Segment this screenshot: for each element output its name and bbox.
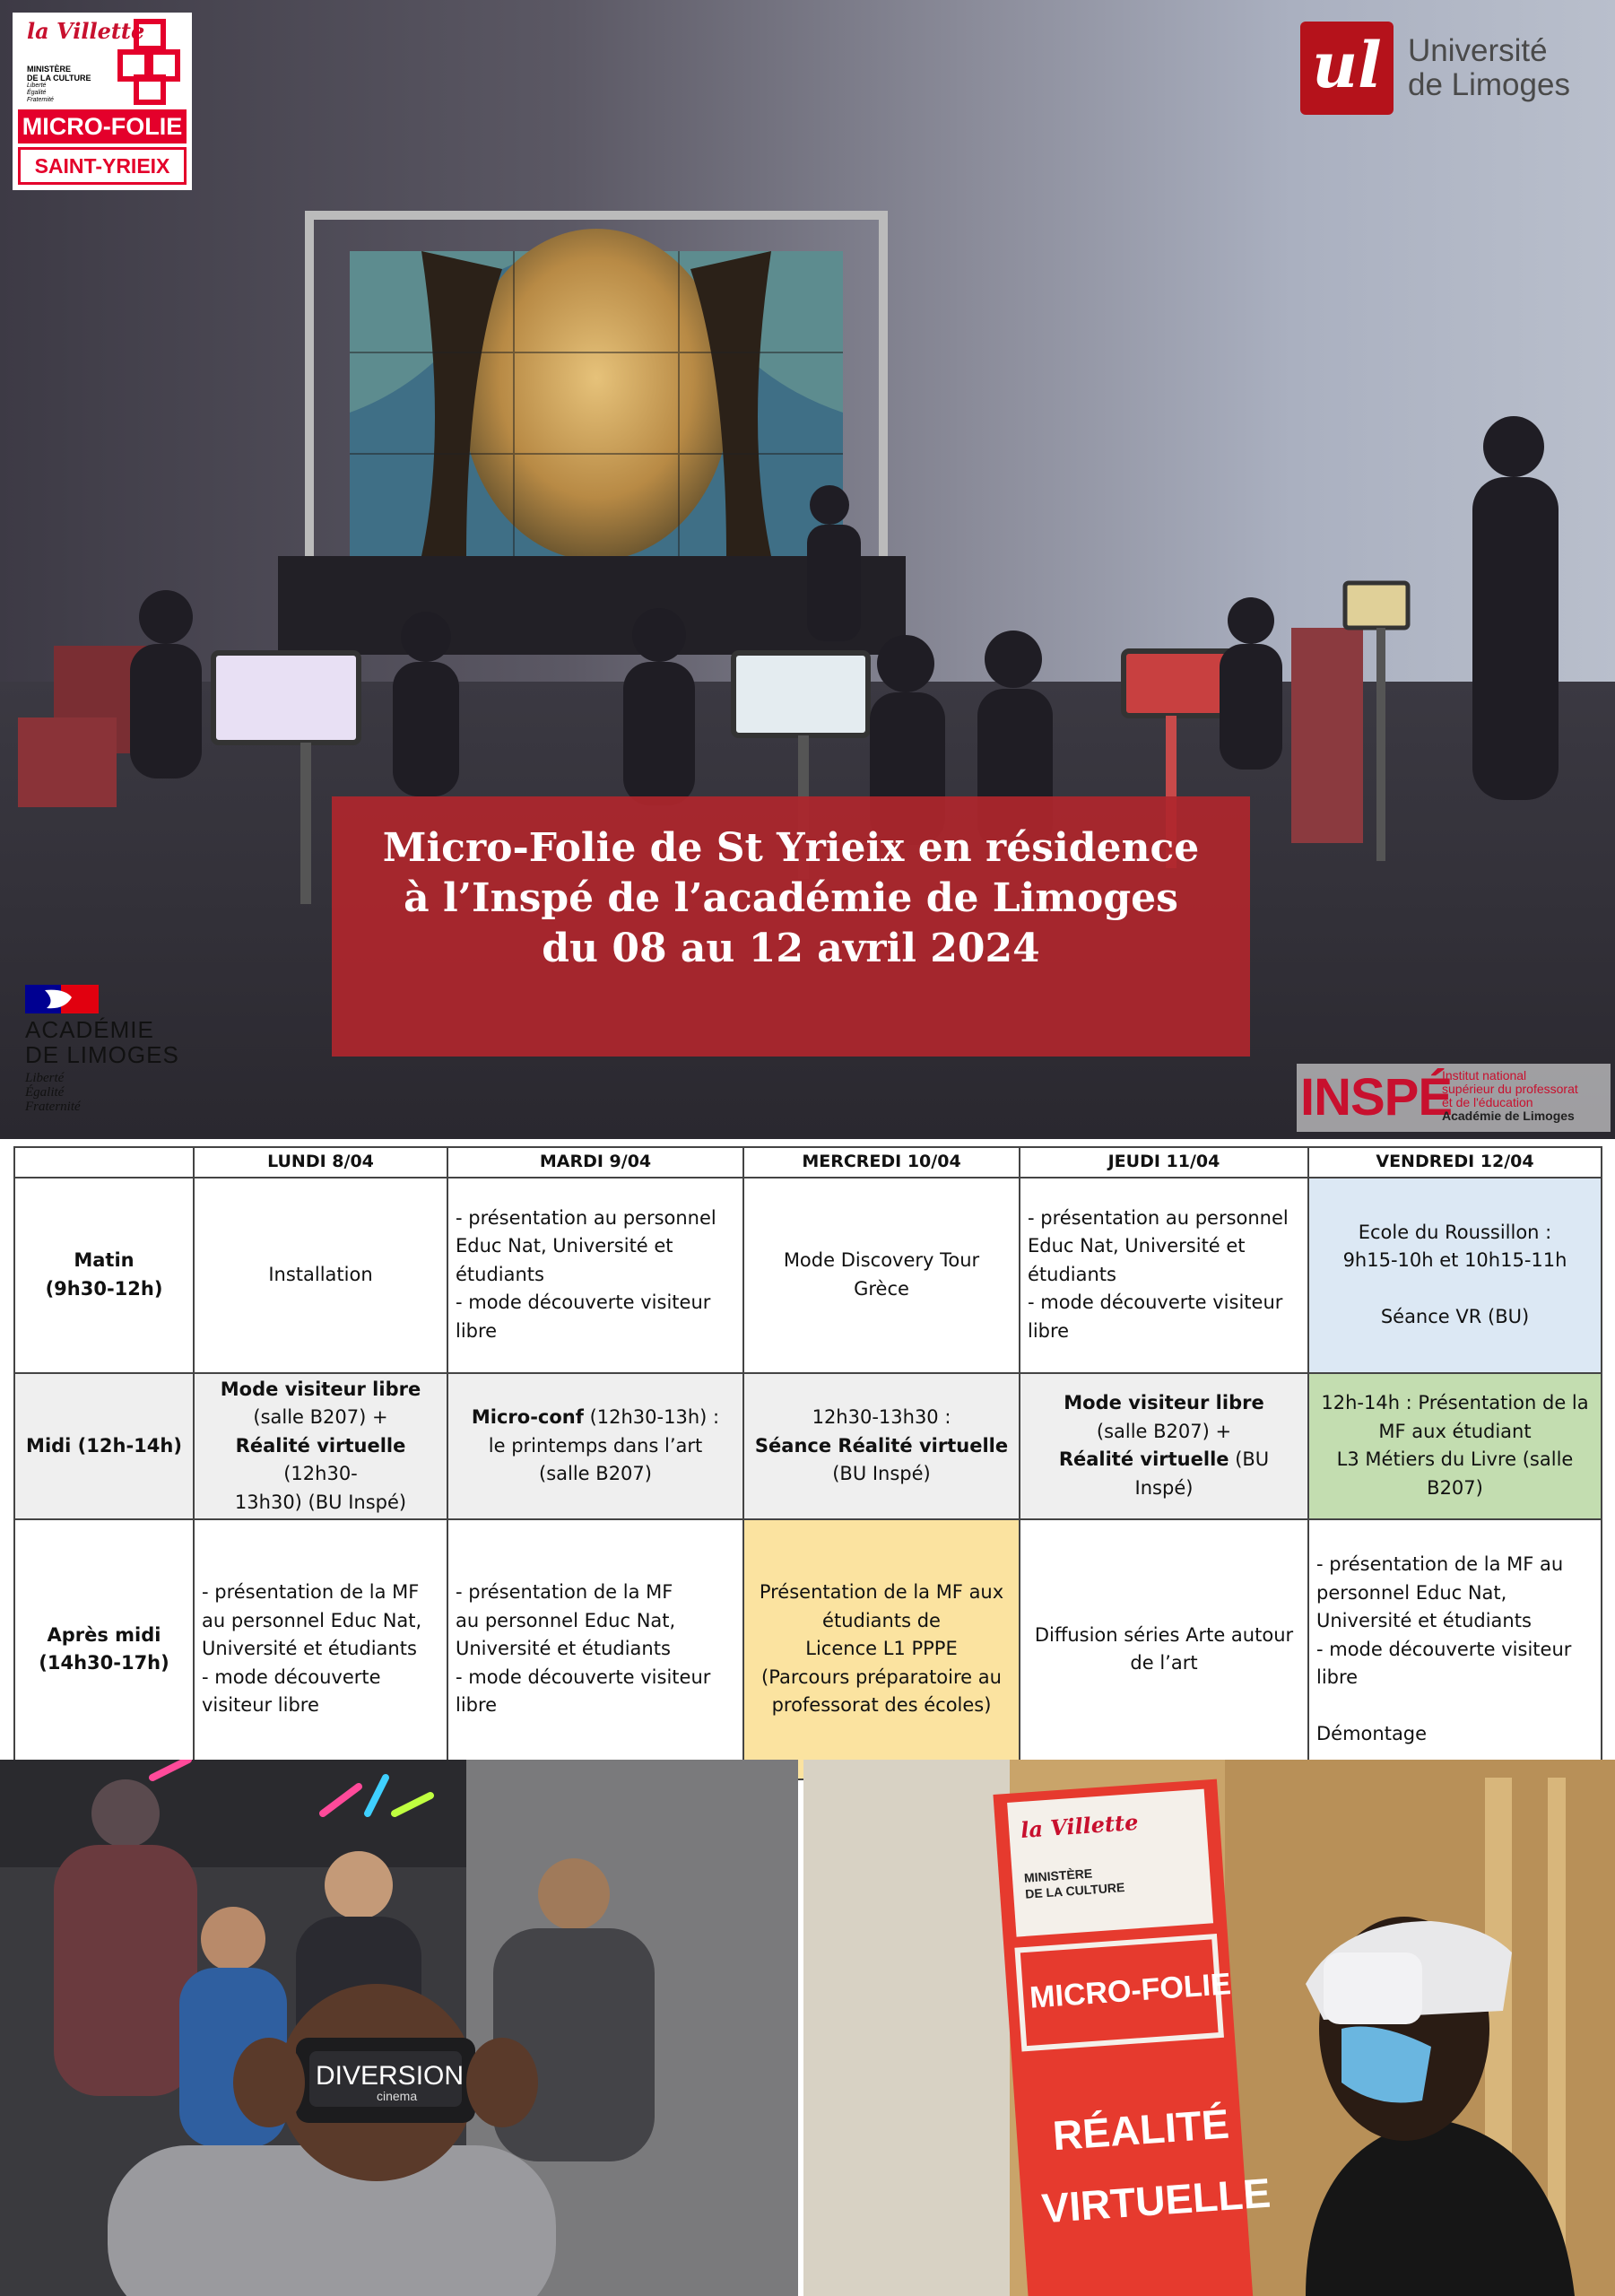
cell-fri-noon bbox=[1308, 1373, 1602, 1520]
cell-line: au personnel Educ Nat, bbox=[456, 1609, 676, 1631]
cell-line: personnel Educ Nat, bbox=[1316, 1581, 1507, 1604]
cell-line: au personnel Educ Nat, bbox=[202, 1609, 422, 1631]
cell-line: de l’art bbox=[1130, 1652, 1198, 1674]
cubes-icon bbox=[100, 16, 187, 106]
cell-text: (12h30- bbox=[283, 1463, 358, 1484]
ministere-line: MINISTÈRE bbox=[27, 65, 72, 74]
cell-line: libre bbox=[456, 1694, 498, 1717]
cell-line: - présentation de la MF bbox=[456, 1581, 673, 1604]
slot-label-line: Après midi bbox=[47, 1623, 161, 1646]
cell-line: Ecole du Roussillon : bbox=[1358, 1221, 1552, 1243]
cell-line: - mode découverte visiteur bbox=[456, 1292, 711, 1314]
sign-villette-text: la Villette bbox=[1020, 1808, 1140, 1843]
cell-line: 9h15-10h et 10h15-11h bbox=[1342, 1249, 1567, 1272]
slot-label-line: Midi (12h-14h) bbox=[26, 1434, 182, 1457]
cell-line: libre bbox=[1316, 1666, 1359, 1688]
academie-line: DE LIMOGES bbox=[25, 1041, 179, 1068]
cell-line: - présentation au personnel bbox=[1028, 1206, 1289, 1229]
cell-line: Licence L1 PPPE bbox=[805, 1638, 958, 1660]
bold-text: Séance Réalité virtuelle bbox=[754, 1434, 1009, 1457]
cell-line: - présentation de la MF bbox=[202, 1581, 420, 1604]
cell-tue-noon bbox=[447, 1373, 743, 1520]
slot-label bbox=[14, 1373, 194, 1520]
inspe-wordmark: INSPÉ bbox=[1300, 1068, 1453, 1126]
cell-line: Université et étudiants bbox=[456, 1638, 671, 1660]
marianne-flag-icon bbox=[25, 985, 99, 1013]
cell-line: 12h-14h : Présentation de la bbox=[1321, 1392, 1589, 1414]
slot-label bbox=[14, 1178, 194, 1373]
sign-title-text: MICRO-FOLIE bbox=[1029, 1967, 1232, 2015]
cell-fri-afternoon bbox=[1308, 1519, 1602, 1779]
realite-virtuelle-photo bbox=[803, 1760, 1615, 2296]
banner-line-3: du 08 au 12 avril 2024 bbox=[542, 926, 1040, 971]
slot-label-line: (9h30-12h) bbox=[45, 1277, 163, 1300]
sign-line1-text: RÉALITÉ bbox=[1051, 2100, 1231, 2160]
cell-line: étudiants bbox=[456, 1263, 544, 1285]
bold-text: Réalité virtuelle bbox=[235, 1434, 406, 1457]
cell-line: (salle B207) + bbox=[253, 1406, 388, 1428]
cell-wed-afternoon bbox=[743, 1519, 1020, 1779]
cell-line: - mode découverte visiteur bbox=[1316, 1638, 1572, 1660]
cell-line: Educ Nat, Université et bbox=[456, 1235, 673, 1257]
table-row-morning bbox=[14, 1178, 1602, 1373]
vr-headset-illustration bbox=[0, 1760, 798, 2296]
banner-line-1: Micro-Folie de St Yrieix en résidence bbox=[382, 825, 1200, 871]
universite-line: de Limoges bbox=[1408, 67, 1570, 102]
cell-line: étudiants bbox=[1028, 1263, 1116, 1285]
cell-line: Démontage bbox=[1316, 1722, 1428, 1744]
cell-text: (12h30-13h) : bbox=[583, 1406, 720, 1428]
ul-monogram-icon: ul bbox=[1300, 22, 1394, 115]
cell-line: libre bbox=[1028, 1319, 1070, 1342]
bold-text: Micro-conf bbox=[471, 1406, 584, 1428]
sign-line2-text: VIRTUELLE bbox=[1039, 2169, 1272, 2232]
day-header: MERCREDI 10/04 bbox=[743, 1147, 1020, 1178]
cell-line: - présentation de la MF au bbox=[1316, 1553, 1564, 1575]
ministere-line: DE LA CULTURE bbox=[27, 74, 91, 83]
motto-line: Égalité bbox=[27, 90, 47, 96]
cell-thu-morning bbox=[1020, 1178, 1308, 1373]
saint-yrieix-label: SAINT-YRIEIX bbox=[18, 147, 187, 185]
day-header: LUNDI 8/04 bbox=[194, 1147, 447, 1178]
schedule-table bbox=[13, 1146, 1602, 1780]
motto-line: Liberté bbox=[25, 1071, 65, 1085]
cell-text: (BU Inspé) bbox=[1134, 1448, 1270, 1499]
cell-fri-morning bbox=[1308, 1178, 1602, 1373]
inspe-line: Institut national bbox=[1442, 1068, 1527, 1083]
cell-line: - mode découverte visiteur bbox=[456, 1665, 711, 1688]
cell-line: libre bbox=[456, 1319, 498, 1342]
motto-line: Fraternité bbox=[25, 1100, 81, 1114]
motto-line: Égalité bbox=[25, 1085, 65, 1100]
cell-line: (Parcours préparatoire au bbox=[761, 1665, 1002, 1688]
vr-headset-photo bbox=[0, 1760, 798, 2296]
slot-label-line: (14h30-17h) bbox=[39, 1652, 169, 1674]
cell-line: (BU Inspé) bbox=[832, 1463, 931, 1484]
slot-label bbox=[14, 1519, 194, 1779]
cell-thu-afternoon bbox=[1020, 1519, 1308, 1779]
cell-line: Université et étudiants bbox=[1316, 1610, 1532, 1631]
cell-line: - mode découverte bbox=[202, 1665, 381, 1688]
sign-ministere-text: DE LA CULTURE bbox=[1024, 1880, 1125, 1901]
table-row-afternoon bbox=[14, 1519, 1602, 1779]
inspe-logo bbox=[1297, 1064, 1611, 1132]
inspe-line: supérieur du professorat bbox=[1442, 1082, 1578, 1096]
cell-line: MF aux étudiant bbox=[1378, 1420, 1532, 1442]
cell-line: 12h30-13h30 : bbox=[812, 1406, 951, 1428]
bold-text: Mode visiteur libre bbox=[1064, 1392, 1264, 1414]
cell-wed-morning bbox=[743, 1178, 1020, 1373]
cell-mon-afternoon bbox=[194, 1519, 447, 1779]
universite-line: Université bbox=[1408, 33, 1548, 68]
cell-thu-noon bbox=[1020, 1373, 1308, 1520]
cell-line: L3 Métiers du Livre (salle bbox=[1336, 1448, 1574, 1471]
cell-line: Diffusion séries Arte autour bbox=[1034, 1623, 1294, 1646]
day-header: VENDREDI 12/04 bbox=[1308, 1147, 1602, 1178]
corner-cell bbox=[14, 1147, 194, 1178]
cell-text: Installation bbox=[268, 1263, 373, 1285]
universite-limoges-logo bbox=[1300, 22, 1610, 122]
cell-mon-morning bbox=[194, 1178, 447, 1373]
la-villette-wordmark: la Villette bbox=[27, 18, 145, 44]
cell-line: (salle B207) + bbox=[1096, 1420, 1232, 1442]
cell-line: - mode découverte visiteur bbox=[1028, 1292, 1283, 1314]
table-header-row bbox=[14, 1147, 1602, 1178]
cell-mon-noon bbox=[194, 1373, 447, 1520]
cell-line: le printemps dans l’art bbox=[488, 1434, 703, 1457]
cell-line: 13h30) (BU Inspé) bbox=[234, 1491, 407, 1513]
cell-tue-morning bbox=[447, 1178, 743, 1373]
title-banner bbox=[332, 796, 1250, 1057]
slot-label-line: Matin bbox=[74, 1249, 135, 1271]
headset-brand-text: DIVERSION bbox=[316, 2061, 465, 2091]
cell-line: Séance VR (BU) bbox=[1380, 1305, 1530, 1327]
ministere-block bbox=[27, 65, 108, 104]
banner-line-2: à l’Inspé de l’académie de Limoges bbox=[404, 875, 1178, 921]
cell-line: visiteur libre bbox=[202, 1694, 319, 1717]
realite-virtuelle-illustration bbox=[803, 1760, 1615, 2296]
cell-line: Grèce bbox=[854, 1277, 909, 1300]
cell-line: Mode Discovery Tour bbox=[783, 1249, 980, 1271]
motto-line: Liberté bbox=[27, 83, 47, 89]
table-row-noon bbox=[14, 1373, 1602, 1520]
cell-line: (salle B207) bbox=[539, 1463, 652, 1484]
inspe-line: Académie de Limoges bbox=[1442, 1109, 1575, 1123]
micro-folie-title: MICRO-FOLIE bbox=[18, 109, 187, 144]
academie-line: ACADÉMIE bbox=[25, 1016, 154, 1043]
sign-ministere-text: MINISTÈRE bbox=[1023, 1866, 1093, 1885]
cell-line: professorat des écoles) bbox=[771, 1694, 992, 1717]
micro-folie-logo bbox=[13, 13, 192, 190]
inspe-line: et de l'éducation bbox=[1442, 1095, 1533, 1109]
bold-text: Réalité virtuelle bbox=[1058, 1448, 1229, 1471]
cell-line: Educ Nat, Université et bbox=[1028, 1235, 1246, 1257]
cell-line: étudiants de bbox=[822, 1609, 941, 1631]
headset-sub-text: cinema bbox=[377, 2089, 418, 2103]
day-header: MARDI 9/04 bbox=[447, 1147, 743, 1178]
cell-wed-noon bbox=[743, 1373, 1020, 1520]
motto-line: Fraternité bbox=[27, 97, 54, 103]
cell-line: B207) bbox=[1427, 1476, 1483, 1499]
hero-photo bbox=[0, 0, 1615, 1139]
cell-line: Présentation de la MF aux bbox=[759, 1581, 1004, 1604]
cell-line: - présentation au personnel bbox=[456, 1206, 716, 1229]
cell-tue-afternoon bbox=[447, 1519, 743, 1779]
cell-line: Université et étudiants bbox=[202, 1638, 417, 1660]
day-header: JEUDI 11/04 bbox=[1020, 1147, 1308, 1178]
bold-text: Mode visiteur libre bbox=[220, 1378, 421, 1400]
